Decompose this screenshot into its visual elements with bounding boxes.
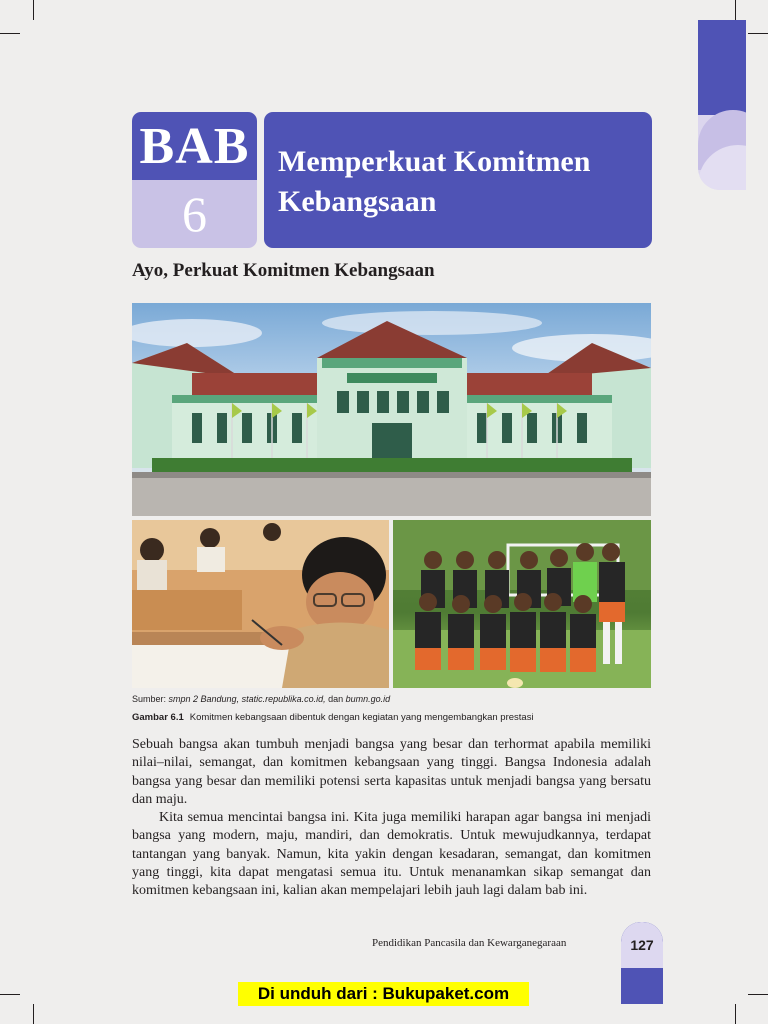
chapter-title-line2: Kebangsaan (278, 185, 437, 218)
figure-label: Gambar 6.1 (132, 712, 184, 723)
page-number-tab (621, 922, 663, 1004)
school-building-photo (132, 303, 651, 516)
chapter-side-tab (698, 20, 746, 190)
download-source-banner: Di unduh dari : Bukupaket.com (238, 982, 529, 1006)
book-title-footer: Pendidikan Pancasila dan Kewarganegaraan (372, 937, 567, 949)
chapter-number-box (132, 112, 257, 248)
figure-caption (132, 712, 534, 723)
paragraph: Kita semua mencintai bangsa ini. Kita juga memiliki harapan agar bangsa ini menjadi bangsa yang modern, maju, mandiri, dan demokratis. Untuk mewujudkannya, terdapat tantangan yang banyak. Namun, kita yakin dengan kesadaran, semangat, dan komitmen yang tinggi, kita dapat mengatasi semua itu. Untuk menanamkan sikap semangat dan komitmen kebangsaan ini, kalian akan mempelajari lebih jauh lagi dalam bab ini. (132, 810, 651, 899)
chapter-label: BAB (132, 112, 257, 180)
chapter-title-box (264, 112, 652, 248)
crop-mark (33, 0, 34, 20)
crop-mark (735, 0, 736, 20)
student-writing-photo (132, 520, 389, 688)
section-heading: Ayo, Perkuat Komitmen Kebangsaan (132, 260, 435, 281)
chapter-title-line1: Memperkuat Komitmen (278, 145, 591, 178)
crop-mark (33, 1004, 34, 1024)
crop-mark (735, 1004, 736, 1024)
figure-caption-text: Komitmen kebangsaan dibentuk dengan kegiatan yang mengembangkan prestasi (189, 712, 534, 723)
paragraph: Sebuah bangsa akan tumbuh menjadi bangsa yang besar dan terhormat apabila memiliki nilai–nilai, semangat, dan komitmen kebangsaan yang tinggi. Bangsa Indonesia adalah bangsa yang besar dan memiliki potensi serta kapasitas untuk menjadi bangsa yang bersatu dan maju. (132, 737, 651, 807)
page-number: 127 (621, 922, 663, 968)
body-text (132, 736, 651, 901)
crop-mark (748, 994, 768, 995)
crop-mark (748, 33, 768, 34)
crop-mark (0, 33, 20, 34)
chapter-number: 6 (132, 180, 257, 248)
crop-mark (0, 994, 20, 995)
figure-source: Sumber: smpn 2 Bandung, static.republika.co.id, dan bumn.go.id (132, 694, 391, 704)
football-team-photo (393, 520, 651, 688)
